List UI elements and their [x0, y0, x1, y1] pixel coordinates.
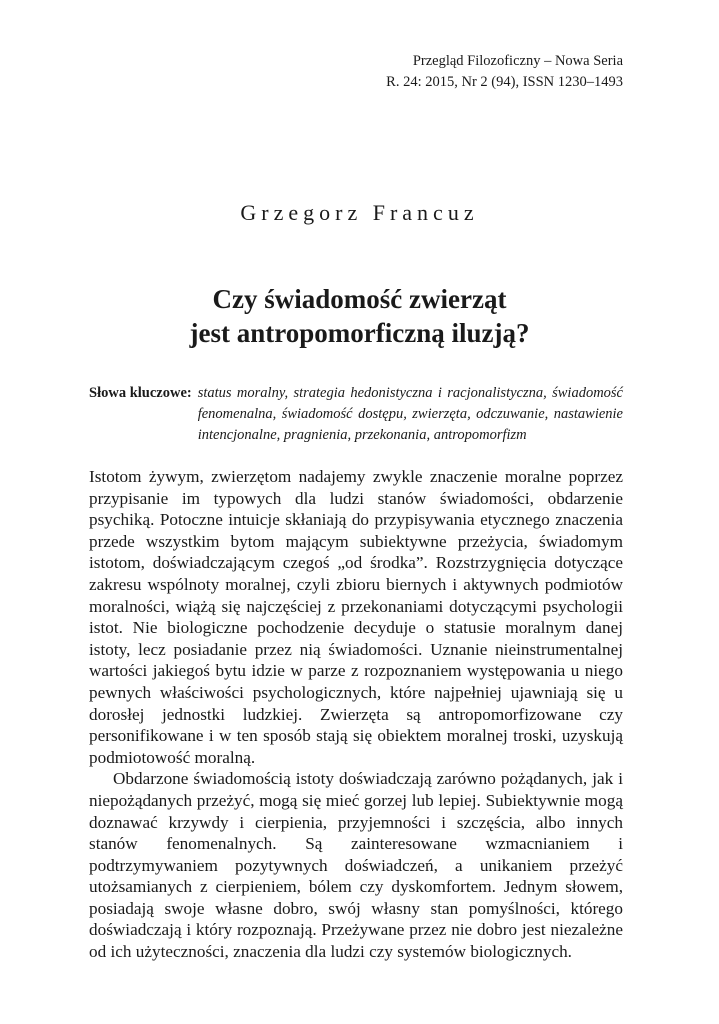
paragraph-1: Istotom żywym, zwierzętom nadajemy zwykle znaczenie moralne poprzez przypisanie im typowych dla ludzi stanów świadomości, obdarzenie psychiką. Potoczne intuicje skłaniają do przypisywania etycznego znaczenia przede wszystkim bytom mającym subiektywne przeżycia, świadomym istotom, doświadczającym czegoś „od środka”. Rozstrzygnięcia dotyczące zakresu wspólnoty moralnej, czyli zbioru biernych i aktywnych podmiotów moralności, wiążą się najczęściej z przekonaniami dotyczącymi psychologii istot. Nie biologiczne pochodzenie decyduje o statusie moralnym danej istoty, lecz posiadanie przez nią świadomości. Uznanie nieinstrumentalnej wartości jakiegoś bytu idzie w parze z rozpoznaniem występowania u niego pewnych właściwości psychologicznych, które najpełniej ujawniają się u dorosłej jednostki ludzkiej. Zwierzęta są antropomorfizowane czy personifikowane i w ten sposób stają się obiektem moralnej troski, uzyskują podmiotowość moralną.: [89, 467, 623, 767]
keywords-list: status moralny, strategia hedonistyczna i racjonalistyczna, świadomość fenomenalna, świadomość dostępu, zwierzęta, odczuwanie, nastawienie intencjonalne, pragnienia, przekonania, antropomorfizm: [197, 385, 623, 443]
journal-issue: R. 24: 2015, Nr 2 (94), ISSN 1230–1493: [386, 74, 623, 90]
paper-title: [0, 282, 719, 350]
journal-header: [386, 51, 623, 93]
keywords-block: [89, 383, 623, 446]
author-name: Grzegorz Francuz: [240, 200, 479, 225]
body-text: [89, 466, 623, 963]
title-line-1: Czy świadomość zwierząt: [212, 284, 507, 314]
journal-name: Przegląd Filozoficzny – Nowa Seria: [412, 53, 623, 69]
title-line-2: jest antropomorficzną iluzją?: [189, 318, 530, 348]
paragraph-2: Obdarzone świadomością istoty doświadczają zarówno pożądanych, jak i niepożądanych przeżyć, mogą się mieć gorzej lub lepiej. Subiektywnie mogą doznawać krzywdy i cierpienia, przyjemności i szczęścia, albo innych stanów fenomenalnych. Są zainteresowane wzmacnianiem i podtrzymywaniem pozytywnych doświadczeń, a unikaniem przeżyć utożsamianych z cierpieniem, bólem czy dyskomfortem. Jednym słowem, posiadają swoje własne dobro, swój własny stan pomyślności, którego doświadczają i który rozpoznają. Przeżywane przez nie dobro jest niezależne od ich użyteczności, znaczenia dla ludzi czy systemów biologicznych.: [89, 769, 623, 962]
keywords-label: Słowa kluczowe:: [89, 385, 192, 401]
